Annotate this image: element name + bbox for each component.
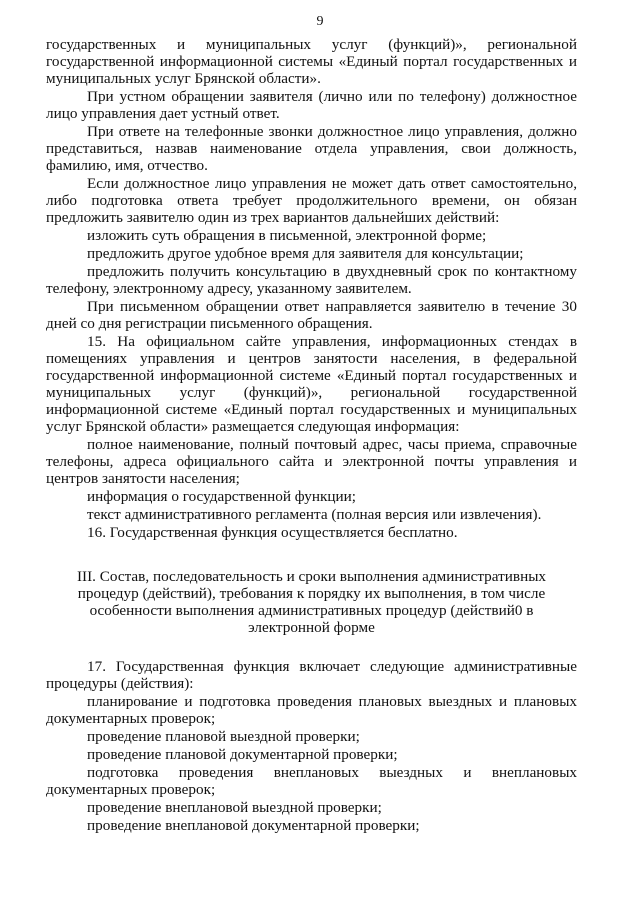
paragraph: государственных и муниципальных услуг (функций)», региональной государственной информационной системы «Единый портал государственных и муниципальных услуг Брянской области». [46,36,577,87]
paragraph: При письменном обращении ответ направляется заявителю в течение 30 дней со дня регистрации письменного обращения. [46,298,577,332]
paragraphs-top [46,36,577,541]
paragraph: проведение плановой документарной проверки; [87,746,398,763]
paragraph: Если должностное лицо управления не может дать ответ самостоятельно, либо подготовка ответа требует продолжительного времени, он обязан предложить заявителю один из трех вариантов дальнейших действий: [46,175,577,226]
paragraph: проведение внеплановой выездной проверки; [87,799,382,816]
paragraph: текст административного регламента (полная версия или извлечения). [87,506,542,523]
paragraph: проведение внеплановой документарной проверки; [87,817,420,834]
heading-line: электронной форме [248,619,375,636]
paragraph: планирование и подготовка проведения плановых выездных и плановых документарных проверок; [46,693,577,727]
heading-line: III. Состав, последовательность и сроки выполнения административных [77,568,546,585]
paragraph: 16. Государственная функция осуществляется бесплатно. [87,524,458,541]
paragraph: 15. На официальном сайте управления, информационных стендах в помещениях управления и центров занятости населения, в федеральной государственной информационной системе «Единый портал государственных и муниципальных услуг (функций)», региональной государственной информационной системе «Единый портал государственных и муниципальных услуг Брянской области» размещается следующая информация: [46,333,577,435]
paragraphs-bottom [46,658,577,834]
section-heading [46,568,577,636]
page-number: 9 [316,14,324,29]
paragraph: проведение плановой выездной проверки; [87,728,360,745]
paragraph: изложить суть обращения в письменной, электронной форме; [87,227,487,244]
heading-line: процедур (действий), требования к порядку их выполнения, в том числе [77,585,546,602]
paragraph: полное наименование, полный почтовый адрес, часы приема, справочные телефоны, адреса официального сайта и электронной почты управления и центров занятости населения; [46,436,577,487]
paragraph: При ответе на телефонные звонки должностное лицо управления, должно представиться, назвав наименование отдела управления, свои должность, фамилию, имя, отчество. [46,123,577,174]
paragraph: предложить получить консультацию в двухдневный срок по контактному телефону, электронному адресу, указанному заявителем. [46,263,577,297]
paragraph: При устном обращении заявителя (лично или по телефону) должностное лицо управления дает устный ответ. [46,88,577,122]
paragraph: предложить другое удобное время для заявителя для консультации; [87,245,524,262]
document-body [46,36,577,835]
paragraph: 17. Государственная функция включает следующие административные процедуры (действия): [46,658,577,692]
paragraph: информация о государственной функции; [87,488,356,505]
paragraph: подготовка проведения внеплановых выездных и внеплановых документарных проверок; [46,764,577,798]
heading-line: особенности выполнения административных процедур (действий0 в [89,602,534,619]
